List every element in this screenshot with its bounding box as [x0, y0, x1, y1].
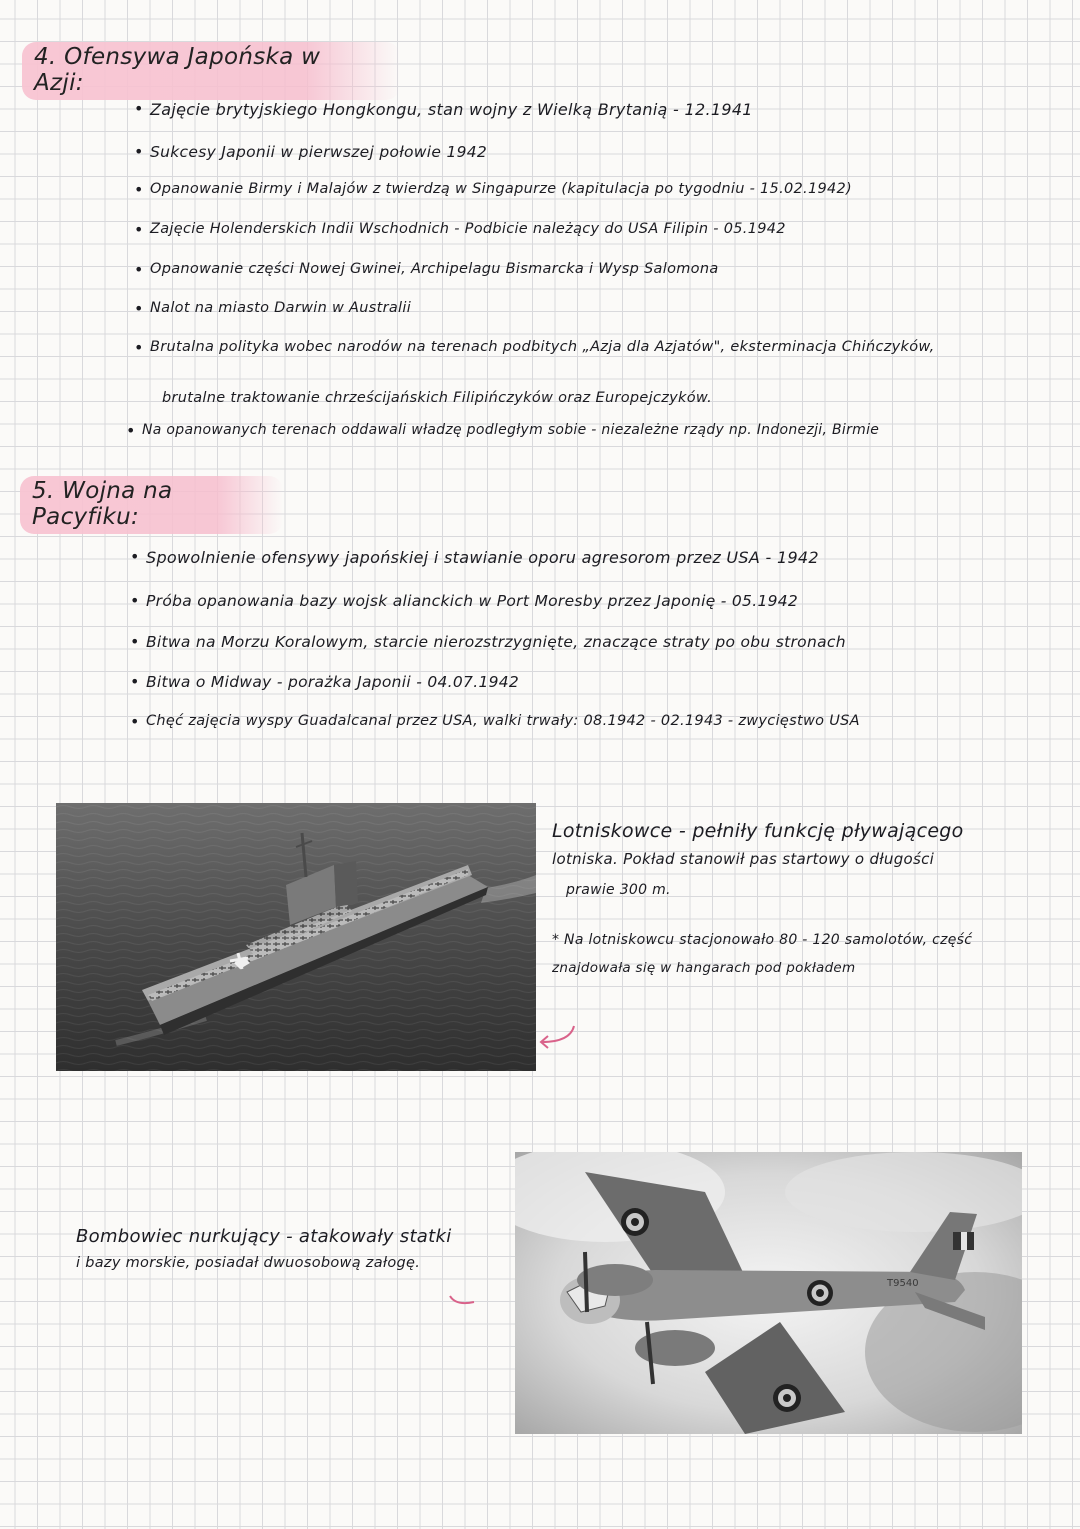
section-4-heading	[22, 42, 400, 100]
list-item: • Bitwa o Midway - porażka Japonii - 04.07.1942	[146, 673, 519, 691]
dive-bomber-illustration	[515, 1152, 1022, 1434]
bomber-description	[76, 1226, 452, 1271]
list-item: • Zajęcie brytyjskiego Hongkongu, stan wojny z Wielką Brytanią - 12.1941	[150, 100, 753, 119]
dive-bomber-photo	[515, 1152, 1022, 1434]
aircraft-serial: T9540	[887, 1278, 919, 1289]
list-item: • Bitwa na Morzu Koralowym, starcie nierozstrzygnięte, znaczące straty po obu stronach	[146, 633, 846, 651]
list-item: • Brutalna polityka wobec narodów na terenach podbitych „Azja dla Azjatów", eksterminacja Chińczyków,	[150, 339, 935, 355]
list-item: • Nalot na miasto Darwin w Australii	[150, 300, 411, 316]
carrier-note-line: * Na lotniskowcu stacjonowało 80 - 120 samolotów, część	[552, 932, 973, 948]
bomber-note-line: i bazy morskie, posiadał dwuosobową załogę.	[76, 1255, 421, 1271]
pink-underline-mark	[446, 1292, 480, 1308]
list-item: • Próba opanowania bazy wojsk alianckich w Port Moresby przez Japonię - 05.1942	[146, 592, 798, 610]
list-item: • Zajęcie Holenderskich Indii Wschodnich - Podbicie należący do USA Filipin - 05.1942	[150, 221, 786, 237]
carrier-note-line: prawie 300 m.	[566, 882, 671, 898]
section-5-heading	[20, 476, 283, 534]
list-item: • Na opanowanych terenach oddawali władzę podległym sobie - niezależne rządy np. Indonezji, Birmie	[142, 422, 879, 438]
list-item: • Sukcesy Japonii w pierwszej połowie 1942	[150, 143, 487, 161]
carrier-note-line: Lotniskowce - pełniły funkcję pływającego	[552, 820, 964, 842]
carrier-note-line: lotniska. Pokład stanowił pas startowy o długości	[552, 850, 935, 868]
aircraft-carrier-photo	[56, 803, 536, 1071]
return-arrow-icon	[536, 1024, 586, 1054]
list-item: • Spowolnienie ofensywy japońskiej i stawianie oporu agresorom przez USA - 1942	[146, 548, 819, 567]
section-4-title: 4. Ofensywa Japońska w Azji:	[34, 44, 321, 96]
list-item-continuation: brutalne traktowanie chrześcijańskich Filipińczyków oraz Europejczyków.	[162, 390, 713, 406]
section-5-title: 5. Wojna na Pacyfiku:	[32, 478, 173, 530]
bomber-note-line: Bombowiec nurkujący - atakowały statki	[76, 1226, 452, 1247]
list-item: • Opanowanie części Nowej Gwinei, Archipelagu Bismarcka i Wysp Salomona	[150, 261, 719, 277]
aircraft-carrier-illustration	[56, 803, 536, 1071]
carrier-note-line: znajdowała się w hangarach pod pokładem	[552, 960, 856, 976]
carrier-description	[552, 820, 972, 976]
list-item: • Opanowanie Birmy i Malajów z twierdzą w Singapurze (kapitulacja po tygodniu - 15.02.1942)	[150, 181, 852, 197]
list-item: • Chęć zajęcia wyspy Guadalcanal przez USA, walki trwały: 08.1942 - 02.1943 - zwycięstwo USA	[146, 713, 860, 729]
